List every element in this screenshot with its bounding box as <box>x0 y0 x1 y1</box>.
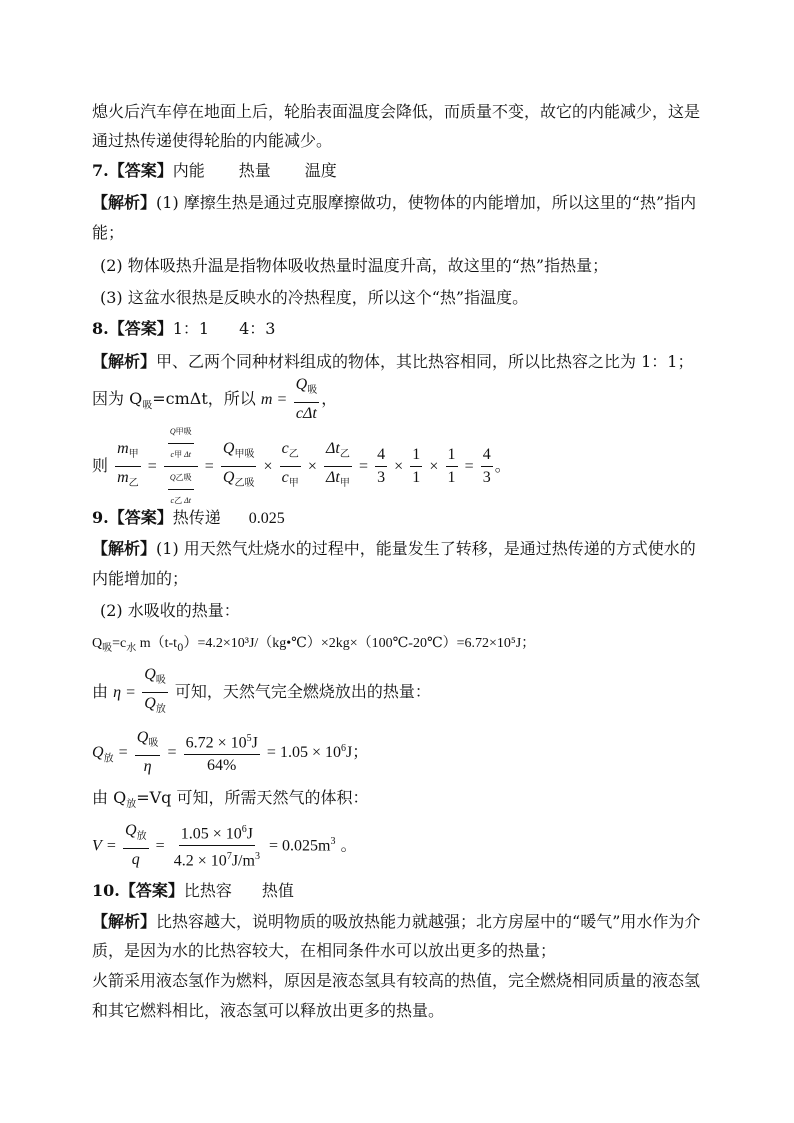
math-var: =c <box>112 636 127 651</box>
text: ； <box>352 742 369 762</box>
math-op: = <box>106 837 116 855</box>
math-op: = <box>147 458 157 475</box>
math-var: Q <box>92 744 104 762</box>
subscript: 水 <box>126 642 137 654</box>
text-line: 质，是因为水的比热容较大，在相同条件水可以放出更多的热量； <box>92 941 557 960</box>
q8-because-formula <box>92 375 337 424</box>
fraction <box>172 820 262 872</box>
subscript: 放 <box>103 753 114 765</box>
math-var: m <box>117 469 129 486</box>
q9-efficiency-line <box>92 665 431 720</box>
fraction <box>481 445 493 488</box>
text-line: 熄火后汽车停在地面上后，轮胎表面温度会降低，而质量不变，故它的内能减少，这是 <box>92 102 701 121</box>
fraction <box>410 445 422 488</box>
explanation-text: (1) 摩擦生热是通过克服摩擦做功，使物体的内能增加，所以这里的“热”指内 <box>156 193 697 212</box>
q7-number: 7. <box>92 161 109 180</box>
fraction <box>168 422 194 465</box>
math-var: c <box>170 450 175 459</box>
math-op: = <box>126 684 136 702</box>
math-op: = <box>118 744 128 762</box>
explanation-text: 甲、乙两个同种材料组成的物体，其比热容相同，所以比热容之比为 1：1； <box>156 352 694 371</box>
text-line: 通过热传递使得轮胎的内能减少。 <box>92 131 333 150</box>
fraction <box>115 439 141 494</box>
subscript: 甲 <box>234 449 245 460</box>
unit: J <box>251 734 258 752</box>
text: 则 <box>92 456 109 475</box>
math-var: Δt <box>184 450 192 459</box>
text: ） <box>183 635 198 651</box>
q9-answer-1: 热传递 <box>172 508 221 527</box>
q10-number: 10. <box>92 881 120 900</box>
subscript: 吸 <box>244 478 255 490</box>
math-var: Δt <box>303 405 317 423</box>
explanation-tag: 【解析】 <box>92 912 157 931</box>
text-line: 能； <box>92 223 125 242</box>
q10-answer <box>92 880 294 902</box>
text: 可知，天然气完全燃烧放出的热量： <box>174 682 431 702</box>
subscript: 吸 <box>142 400 153 412</box>
superscript: 3 <box>330 836 336 847</box>
math-op: × <box>307 458 317 475</box>
math-var: Δt <box>184 496 192 505</box>
q8-answer-1: 1：1 <box>172 319 210 338</box>
math-var: c <box>281 469 289 486</box>
math-op: = <box>358 458 368 475</box>
subscript: 放 <box>155 704 166 716</box>
q8-explanation-1 <box>92 351 693 373</box>
math-op: = <box>464 458 474 475</box>
subscript: 放 <box>136 831 147 843</box>
q9-answer-2: 0.025 <box>248 510 285 527</box>
math-var: η <box>113 684 122 702</box>
subscript: 吸 <box>102 642 113 654</box>
subscript: 甲 <box>174 450 183 459</box>
subscript: 吸 <box>307 385 318 397</box>
math-text: 6.72 × 10 <box>185 734 247 752</box>
answer-tag: 【答案】 <box>108 508 173 527</box>
subscript: 放 <box>126 799 137 811</box>
math-op: × <box>394 458 404 475</box>
fraction <box>135 728 161 777</box>
q9-number: 9. <box>92 508 109 527</box>
math-op: = <box>277 391 287 409</box>
unit: J <box>345 744 353 762</box>
answer-tag: 【答案】 <box>108 161 173 180</box>
fraction <box>324 439 352 494</box>
text: =Vq 可知，所需天然气的体积： <box>136 788 369 807</box>
q9-explanation-1 <box>92 538 696 560</box>
subscript: 吸 <box>155 675 166 687</box>
math-var: c <box>295 405 304 423</box>
denominator: 3 <box>377 469 386 486</box>
numerator: 4 <box>375 445 387 467</box>
text-line: (2) 物体吸热升温是指物体吸收热量时温度升高，故这里的“热”指热量； <box>100 256 609 275</box>
explanation-tag: 【解析】 <box>92 193 157 212</box>
math-var: Q <box>136 729 149 746</box>
subscript: 吸 <box>183 473 192 482</box>
math-var: Q <box>169 427 176 436</box>
math-var: c <box>281 439 289 457</box>
numerator: 1 <box>410 445 422 467</box>
subscript: 吸 <box>148 738 159 750</box>
superscript: 6 <box>241 824 247 835</box>
explanation-text: 比热容越大，说明物质的吸放热能力就越强；北方房屋中的“暖气”用水作为介 <box>156 912 701 931</box>
q7-answer-1: 内能 <box>172 161 205 180</box>
subscript: 甲 <box>288 478 299 490</box>
math-op: ， <box>321 391 338 409</box>
subscript: 甲 <box>128 449 139 460</box>
q10-answer-2: 热值 <box>261 881 294 900</box>
denominator: 1 <box>412 469 421 486</box>
answer-tag: 【答案】 <box>108 319 173 338</box>
numerator: 1 <box>446 445 458 467</box>
math-text: 64% <box>207 757 237 775</box>
text: 由 <box>92 682 109 702</box>
math-var: η <box>143 758 152 776</box>
q9-heat-released-formula <box>92 728 368 777</box>
q10-answer-1: 比热容 <box>183 881 232 900</box>
math-text: = 0.025m <box>269 837 331 855</box>
denominator: 3 <box>482 469 491 486</box>
superscript: 7 <box>226 851 232 863</box>
math-var: Q <box>144 666 156 683</box>
fraction <box>294 375 320 424</box>
fraction <box>123 821 149 870</box>
math-var: m <box>260 391 273 409</box>
text-line: (2) 水吸收的热量： <box>100 601 240 620</box>
math-var: Δt <box>326 439 340 457</box>
superscript: 6 <box>340 742 346 754</box>
superscript: 5 <box>246 732 252 744</box>
explanation-tag: 【解析】 <box>92 352 157 371</box>
explanation-tag: 【解析】 <box>92 539 157 558</box>
fraction <box>375 445 387 488</box>
text-line: 和其它燃料相比，液态氢可以释放出更多的热量。 <box>92 1001 445 1020</box>
unit: J/m <box>231 852 255 870</box>
math-op: = <box>167 744 177 762</box>
subscript: 吸 <box>244 449 255 460</box>
math-var: Q <box>295 376 308 393</box>
text-line: 火箭采用液态氢作为燃料，原因是液态氢具有较高的热值，完全燃烧相同质量的液态氢 <box>92 971 701 990</box>
subscript: 乙 <box>288 449 299 460</box>
q7-answer <box>92 160 337 182</box>
math-op: = <box>155 837 165 855</box>
q8-then-formula <box>92 422 511 511</box>
text: 由 Q <box>92 788 127 807</box>
q8-answer <box>92 318 275 340</box>
answer-tag: 【答案】 <box>119 881 184 900</box>
unit: J <box>246 825 253 843</box>
fraction <box>142 665 168 720</box>
q7-answer-3: 温度 <box>304 161 337 180</box>
subscript: 甲 <box>175 427 184 436</box>
math-var: V <box>92 837 102 855</box>
q9-heat-equation <box>92 632 535 660</box>
math-op: × <box>429 458 439 475</box>
fraction <box>221 439 257 494</box>
text: 。 <box>335 835 357 855</box>
q8-number: 8. <box>92 319 109 338</box>
math-var: Q <box>222 469 235 486</box>
math-op: × <box>263 458 273 475</box>
superscript: 3 <box>254 851 260 863</box>
fraction <box>184 729 260 776</box>
subscript: 乙 <box>339 449 350 460</box>
math-var: Q <box>144 695 156 713</box>
fraction <box>280 439 301 494</box>
subscript: 吸 <box>183 427 192 436</box>
math-op: = <box>204 458 214 475</box>
text-line: 内能增加的； <box>92 569 189 588</box>
text: 因为 Q <box>92 389 143 409</box>
math-var: m（t-t <box>136 636 178 651</box>
fraction <box>446 445 458 488</box>
math-text: 1.05 × 10 <box>180 825 242 843</box>
q10-explanation-1 <box>92 911 700 933</box>
math-text: = 1.05 × 10 <box>266 744 341 762</box>
math-var: Q <box>125 822 137 840</box>
math-var: c <box>170 496 175 505</box>
math-text: =4.2×10³J/（kg•℃）×2kg×（100℃-20℃）=6.72×10⁵J； <box>197 636 536 651</box>
q7-explanation-1 <box>92 192 696 214</box>
q9-volume-formula <box>92 820 357 872</box>
math-var: m <box>117 439 129 457</box>
text-line: (3) 这盆水很热是反映水的冷热程度，所以这个“热”指温度。 <box>100 288 529 307</box>
math-var: q <box>131 851 140 869</box>
subscript: 乙 <box>128 478 139 490</box>
subscript: 乙 <box>175 473 184 482</box>
subscript: 乙 <box>234 478 245 490</box>
math-var: Δt <box>326 469 340 486</box>
numerator: 4 <box>481 445 493 467</box>
text: =cmΔt，所以 <box>152 389 256 409</box>
math-var: Q <box>222 439 235 457</box>
explanation-text: (1) 用天然气灶烧水的过程中，能量发生了转移，是通过热传递的方式使水的 <box>156 539 696 558</box>
text: 。 <box>494 456 511 475</box>
math-text: 4.2 × 10 <box>173 852 227 870</box>
q7-answer-2: 热量 <box>238 161 271 180</box>
math-var: Q <box>92 636 103 651</box>
q8-answer-2: 4：3 <box>239 319 276 338</box>
q9-volume-text <box>92 787 369 816</box>
math-var: Q <box>169 473 176 482</box>
fraction <box>168 468 194 511</box>
q9-answer <box>92 507 285 530</box>
subscript: 0 <box>177 642 184 654</box>
nested-fraction <box>164 422 198 511</box>
subscript: 甲 <box>339 478 350 490</box>
subscript: 乙 <box>174 496 183 505</box>
denominator: 1 <box>447 469 456 486</box>
